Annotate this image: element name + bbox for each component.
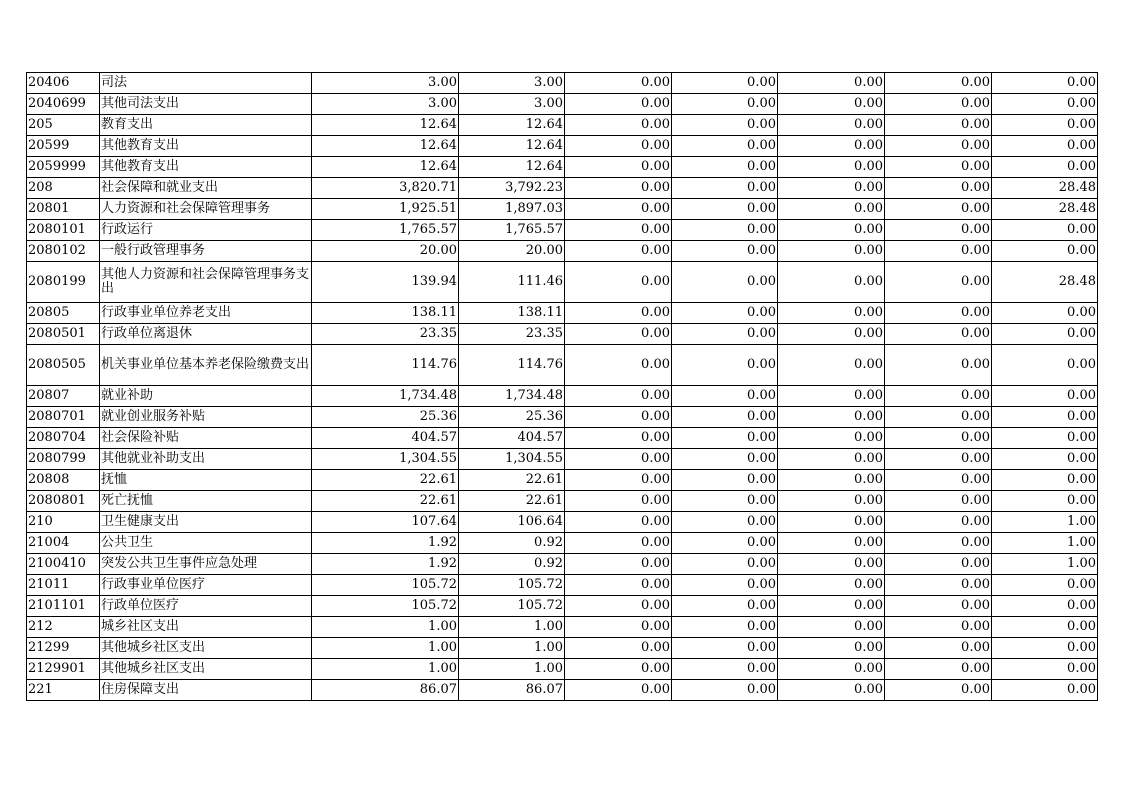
- row-value-cell: 0.00: [885, 94, 992, 115]
- row-name-cell: 司法: [100, 73, 312, 94]
- row-value-cell: 0.00: [565, 345, 672, 386]
- row-value-cell: 0.00: [672, 491, 778, 512]
- table-row: [27, 596, 1098, 617]
- row-value-cell: 0.00: [992, 470, 1098, 491]
- row-value-cell: 0.00: [778, 115, 885, 136]
- row-name-cell: 机关事业单位基本养老保险缴费支出: [100, 345, 312, 386]
- row-value-cell: 12.64: [459, 136, 565, 157]
- row-name-cell: 城乡社区支出: [100, 617, 312, 638]
- row-value-cell: 105.72: [459, 575, 565, 596]
- row-value-cell: 0.00: [565, 115, 672, 136]
- row-value-cell: 0.00: [672, 94, 778, 115]
- row-name-cell: 就业创业服务补贴: [100, 407, 312, 428]
- row-value-cell: 0.00: [885, 659, 992, 680]
- row-value-cell: 0.00: [778, 575, 885, 596]
- row-code-cell: 20406: [27, 73, 100, 94]
- budget-table: [26, 72, 1098, 701]
- table-row: [27, 303, 1098, 324]
- row-value-cell: 0.00: [778, 470, 885, 491]
- table-row: [27, 157, 1098, 178]
- row-code-cell: 205: [27, 115, 100, 136]
- row-value-cell: 0.00: [992, 303, 1098, 324]
- table-row: [27, 386, 1098, 407]
- row-value-cell: 1,765.57: [312, 220, 459, 241]
- row-value-cell: 0.00: [778, 303, 885, 324]
- row-value-cell: 1.00: [459, 617, 565, 638]
- row-value-cell: 0.00: [565, 178, 672, 199]
- row-code-cell: 2080199: [27, 262, 100, 303]
- row-value-cell: 139.94: [312, 262, 459, 303]
- row-value-cell: 0.00: [885, 220, 992, 241]
- row-code-cell: 20805: [27, 303, 100, 324]
- row-value-cell: 0.00: [672, 136, 778, 157]
- row-value-cell: 0.00: [672, 638, 778, 659]
- row-value-cell: 0.00: [672, 680, 778, 701]
- row-value-cell: 0.00: [565, 262, 672, 303]
- row-value-cell: 0.00: [992, 575, 1098, 596]
- row-code-cell: 2080101: [27, 220, 100, 241]
- row-code-cell: 2080801: [27, 491, 100, 512]
- row-name-cell: 抚恤: [100, 470, 312, 491]
- row-value-cell: 1,304.55: [312, 449, 459, 470]
- row-value-cell: 1.92: [312, 554, 459, 575]
- row-value-cell: 0.00: [778, 554, 885, 575]
- row-value-cell: 0.00: [672, 73, 778, 94]
- row-value-cell: 0.00: [672, 617, 778, 638]
- row-value-cell: 0.00: [885, 324, 992, 345]
- row-name-cell: 人力资源和社会保障管理事务: [100, 199, 312, 220]
- row-value-cell: 0.00: [885, 407, 992, 428]
- table-row: [27, 659, 1098, 680]
- row-value-cell: 0.00: [992, 94, 1098, 115]
- row-value-cell: 22.61: [312, 491, 459, 512]
- row-value-cell: 0.00: [565, 512, 672, 533]
- row-value-cell: 0.00: [992, 73, 1098, 94]
- row-value-cell: 1,925.51: [312, 199, 459, 220]
- row-name-cell: 行政事业单位养老支出: [100, 303, 312, 324]
- row-value-cell: 0.00: [778, 428, 885, 449]
- row-value-cell: 1.00: [459, 638, 565, 659]
- row-value-cell: 0.00: [565, 575, 672, 596]
- row-value-cell: 3.00: [459, 73, 565, 94]
- row-value-cell: 0.00: [778, 73, 885, 94]
- row-value-cell: 138.11: [312, 303, 459, 324]
- row-name-cell: 其他人力资源和社会保障管理事务支出: [100, 262, 312, 303]
- row-name-cell: 死亡抚恤: [100, 491, 312, 512]
- row-code-cell: 2080501: [27, 324, 100, 345]
- row-value-cell: 0.00: [565, 199, 672, 220]
- row-value-cell: 0.00: [885, 199, 992, 220]
- table-row: [27, 617, 1098, 638]
- row-value-cell: 0.00: [565, 324, 672, 345]
- row-value-cell: 12.64: [312, 157, 459, 178]
- row-value-cell: 1.00: [992, 554, 1098, 575]
- row-value-cell: 0.00: [778, 680, 885, 701]
- row-value-cell: 0.00: [672, 470, 778, 491]
- row-code-cell: 2040699: [27, 94, 100, 115]
- row-value-cell: 0.00: [992, 386, 1098, 407]
- row-value-cell: 0.00: [672, 345, 778, 386]
- row-value-cell: 0.00: [885, 73, 992, 94]
- table-row: [27, 262, 1098, 303]
- row-value-cell: 0.00: [565, 596, 672, 617]
- row-code-cell: 208: [27, 178, 100, 199]
- row-value-cell: 0.00: [778, 533, 885, 554]
- row-value-cell: 0.00: [672, 324, 778, 345]
- row-value-cell: 404.57: [459, 428, 565, 449]
- row-name-cell: 行政运行: [100, 220, 312, 241]
- table-row: [27, 638, 1098, 659]
- row-value-cell: 3,792.23: [459, 178, 565, 199]
- row-name-cell: 其他城乡社区支出: [100, 659, 312, 680]
- row-value-cell: 0.00: [992, 241, 1098, 262]
- row-value-cell: 0.00: [672, 575, 778, 596]
- table-row: [27, 94, 1098, 115]
- table-row: [27, 575, 1098, 596]
- row-value-cell: 0.00: [672, 407, 778, 428]
- row-value-cell: 22.61: [459, 491, 565, 512]
- row-value-cell: 1.00: [459, 659, 565, 680]
- row-value-cell: 0.00: [672, 533, 778, 554]
- row-value-cell: 0.00: [565, 638, 672, 659]
- row-code-cell: 2080799: [27, 449, 100, 470]
- row-value-cell: 0.00: [672, 241, 778, 262]
- row-value-cell: 0.00: [992, 345, 1098, 386]
- row-code-cell: 21011: [27, 575, 100, 596]
- row-value-cell: 0.00: [885, 638, 992, 659]
- row-value-cell: 1.92: [312, 533, 459, 554]
- row-value-cell: 0.00: [565, 491, 672, 512]
- row-value-cell: 25.36: [459, 407, 565, 428]
- row-value-cell: 0.00: [672, 554, 778, 575]
- row-code-cell: 2129901: [27, 659, 100, 680]
- row-code-cell: 210: [27, 512, 100, 533]
- row-value-cell: 0.00: [885, 680, 992, 701]
- row-value-cell: 105.72: [459, 596, 565, 617]
- row-name-cell: 突发公共卫生事件应急处理: [100, 554, 312, 575]
- row-value-cell: 0.00: [885, 157, 992, 178]
- row-value-cell: 0.00: [885, 115, 992, 136]
- row-value-cell: 23.35: [312, 324, 459, 345]
- row-value-cell: 0.00: [885, 262, 992, 303]
- row-code-cell: 20801: [27, 199, 100, 220]
- row-name-cell: 其他城乡社区支出: [100, 638, 312, 659]
- row-value-cell: 0.00: [565, 533, 672, 554]
- table-row: [27, 512, 1098, 533]
- row-value-cell: 0.00: [992, 324, 1098, 345]
- table-row: [27, 533, 1098, 554]
- row-value-cell: 105.72: [312, 596, 459, 617]
- row-value-cell: 20.00: [459, 241, 565, 262]
- row-value-cell: 12.64: [459, 157, 565, 178]
- row-value-cell: 0.00: [778, 659, 885, 680]
- row-value-cell: 114.76: [312, 345, 459, 386]
- row-code-cell: 2080505: [27, 345, 100, 386]
- row-value-cell: 404.57: [312, 428, 459, 449]
- row-value-cell: 0.00: [885, 449, 992, 470]
- row-value-cell: 0.00: [565, 220, 672, 241]
- row-value-cell: 86.07: [312, 680, 459, 701]
- row-name-cell: 卫生健康支出: [100, 512, 312, 533]
- row-value-cell: 0.00: [885, 554, 992, 575]
- row-value-cell: 0.00: [778, 241, 885, 262]
- row-value-cell: 12.64: [312, 136, 459, 157]
- table-row: [27, 324, 1098, 345]
- row-value-cell: 0.00: [672, 449, 778, 470]
- row-value-cell: 0.00: [885, 617, 992, 638]
- row-value-cell: 111.46: [459, 262, 565, 303]
- row-value-cell: 105.72: [312, 575, 459, 596]
- row-value-cell: 138.11: [459, 303, 565, 324]
- row-name-cell: 住房保障支出: [100, 680, 312, 701]
- row-value-cell: 23.35: [459, 324, 565, 345]
- row-value-cell: 1,765.57: [459, 220, 565, 241]
- row-value-cell: 0.00: [992, 596, 1098, 617]
- row-value-cell: 28.48: [992, 262, 1098, 303]
- row-value-cell: 0.92: [459, 554, 565, 575]
- row-name-cell: 就业补助: [100, 386, 312, 407]
- row-value-cell: 1.00: [992, 512, 1098, 533]
- row-value-cell: 0.00: [565, 470, 672, 491]
- row-value-cell: 0.00: [565, 303, 672, 324]
- row-value-cell: 1.00: [312, 659, 459, 680]
- row-value-cell: 0.00: [778, 617, 885, 638]
- row-code-cell: 221: [27, 680, 100, 701]
- table-row: [27, 680, 1098, 701]
- row-value-cell: 0.00: [565, 428, 672, 449]
- row-value-cell: 0.00: [885, 491, 992, 512]
- row-code-cell: 2080704: [27, 428, 100, 449]
- row-name-cell: 行政事业单位医疗: [100, 575, 312, 596]
- row-value-cell: 3.00: [312, 73, 459, 94]
- row-value-cell: 0.00: [565, 680, 672, 701]
- row-value-cell: 0.92: [459, 533, 565, 554]
- row-value-cell: 1,304.55: [459, 449, 565, 470]
- row-value-cell: 0.00: [885, 178, 992, 199]
- table-row: [27, 407, 1098, 428]
- row-value-cell: 12.64: [459, 115, 565, 136]
- row-value-cell: 0.00: [672, 199, 778, 220]
- row-value-cell: 0.00: [992, 680, 1098, 701]
- row-value-cell: 0.00: [885, 241, 992, 262]
- row-name-cell: 其他教育支出: [100, 157, 312, 178]
- row-value-cell: 3,820.71: [312, 178, 459, 199]
- row-value-cell: 1.00: [992, 533, 1098, 554]
- row-value-cell: 0.00: [885, 470, 992, 491]
- table-row: [27, 199, 1098, 220]
- row-value-cell: 0.00: [778, 178, 885, 199]
- row-value-cell: 0.00: [992, 659, 1098, 680]
- row-name-cell: 其他教育支出: [100, 136, 312, 157]
- row-value-cell: 0.00: [992, 638, 1098, 659]
- row-name-cell: 公共卫生: [100, 533, 312, 554]
- row-value-cell: 0.00: [672, 220, 778, 241]
- row-value-cell: 0.00: [778, 262, 885, 303]
- row-value-cell: 0.00: [885, 136, 992, 157]
- row-name-cell: 一般行政管理事务: [100, 241, 312, 262]
- row-value-cell: 0.00: [992, 617, 1098, 638]
- row-value-cell: 0.00: [992, 407, 1098, 428]
- row-code-cell: 2059999: [27, 157, 100, 178]
- row-value-cell: 3.00: [459, 94, 565, 115]
- row-name-cell: 行政单位离退休: [100, 324, 312, 345]
- row-code-cell: 2080102: [27, 241, 100, 262]
- row-value-cell: 0.00: [565, 659, 672, 680]
- row-value-cell: 22.61: [459, 470, 565, 491]
- row-code-cell: 20599: [27, 136, 100, 157]
- row-name-cell: 教育支出: [100, 115, 312, 136]
- row-name-cell: 行政单位医疗: [100, 596, 312, 617]
- row-value-cell: 22.61: [312, 470, 459, 491]
- row-value-cell: 0.00: [885, 428, 992, 449]
- row-value-cell: 0.00: [778, 638, 885, 659]
- row-code-cell: 212: [27, 617, 100, 638]
- row-code-cell: 20807: [27, 386, 100, 407]
- table-row: [27, 178, 1098, 199]
- row-value-cell: 0.00: [672, 178, 778, 199]
- row-value-cell: 0.00: [778, 596, 885, 617]
- row-value-cell: 0.00: [885, 386, 992, 407]
- row-value-cell: 114.76: [459, 345, 565, 386]
- row-value-cell: 0.00: [778, 491, 885, 512]
- row-value-cell: 0.00: [778, 94, 885, 115]
- row-value-cell: 1.00: [312, 617, 459, 638]
- row-value-cell: 0.00: [885, 303, 992, 324]
- row-value-cell: 1,897.03: [459, 199, 565, 220]
- row-name-cell: 社会保险补贴: [100, 428, 312, 449]
- row-code-cell: 21004: [27, 533, 100, 554]
- table-row: [27, 470, 1098, 491]
- row-value-cell: 0.00: [672, 115, 778, 136]
- row-value-cell: 0.00: [885, 575, 992, 596]
- row-value-cell: 0.00: [778, 324, 885, 345]
- row-value-cell: 106.64: [459, 512, 565, 533]
- row-value-cell: 12.64: [312, 115, 459, 136]
- row-value-cell: 0.00: [885, 512, 992, 533]
- table-row: [27, 428, 1098, 449]
- row-value-cell: 0.00: [778, 345, 885, 386]
- row-value-cell: 3.00: [312, 94, 459, 115]
- row-value-cell: 0.00: [565, 94, 672, 115]
- row-code-cell: 2080701: [27, 407, 100, 428]
- table-row: [27, 491, 1098, 512]
- row-value-cell: 0.00: [885, 533, 992, 554]
- row-value-cell: 0.00: [672, 157, 778, 178]
- row-name-cell: 其他就业补助支出: [100, 449, 312, 470]
- table-row: [27, 136, 1098, 157]
- row-value-cell: 0.00: [778, 386, 885, 407]
- row-value-cell: 0.00: [778, 512, 885, 533]
- row-value-cell: 0.00: [565, 136, 672, 157]
- row-value-cell: 0.00: [672, 428, 778, 449]
- row-value-cell: 0.00: [778, 157, 885, 178]
- row-value-cell: 1,734.48: [459, 386, 565, 407]
- row-value-cell: 0.00: [565, 73, 672, 94]
- budget-table-body: [27, 73, 1098, 701]
- row-value-cell: 0.00: [992, 136, 1098, 157]
- row-code-cell: 2101101: [27, 596, 100, 617]
- row-value-cell: 0.00: [992, 428, 1098, 449]
- row-value-cell: 0.00: [565, 157, 672, 178]
- row-value-cell: 0.00: [992, 491, 1098, 512]
- row-value-cell: 0.00: [672, 262, 778, 303]
- row-value-cell: 20.00: [312, 241, 459, 262]
- row-value-cell: 0.00: [565, 449, 672, 470]
- row-value-cell: 0.00: [672, 512, 778, 533]
- row-value-cell: 0.00: [778, 136, 885, 157]
- row-value-cell: 0.00: [565, 407, 672, 428]
- row-value-cell: 0.00: [565, 386, 672, 407]
- row-name-cell: 社会保障和就业支出: [100, 178, 312, 199]
- table-row: [27, 345, 1098, 386]
- row-value-cell: 28.48: [992, 178, 1098, 199]
- row-value-cell: 0.00: [778, 449, 885, 470]
- table-row: [27, 554, 1098, 575]
- table-row: [27, 115, 1098, 136]
- row-code-cell: 2100410: [27, 554, 100, 575]
- row-value-cell: 0.00: [885, 596, 992, 617]
- row-code-cell: 21299: [27, 638, 100, 659]
- table-row: [27, 220, 1098, 241]
- row-value-cell: 0.00: [885, 345, 992, 386]
- row-value-cell: 107.64: [312, 512, 459, 533]
- row-value-cell: 0.00: [778, 199, 885, 220]
- row-value-cell: 0.00: [565, 554, 672, 575]
- row-value-cell: 0.00: [672, 386, 778, 407]
- row-value-cell: 0.00: [565, 617, 672, 638]
- row-value-cell: 0.00: [565, 241, 672, 262]
- row-value-cell: 25.36: [312, 407, 459, 428]
- row-name-cell: 其他司法支出: [100, 94, 312, 115]
- row-value-cell: 0.00: [778, 220, 885, 241]
- row-value-cell: 1.00: [312, 638, 459, 659]
- table-row: [27, 73, 1098, 94]
- row-value-cell: 0.00: [672, 596, 778, 617]
- table-row: [27, 241, 1098, 262]
- row-value-cell: 0.00: [992, 115, 1098, 136]
- row-value-cell: 0.00: [672, 659, 778, 680]
- row-value-cell: 0.00: [778, 407, 885, 428]
- row-value-cell: 1,734.48: [312, 386, 459, 407]
- row-value-cell: 28.48: [992, 199, 1098, 220]
- row-code-cell: 20808: [27, 470, 100, 491]
- row-value-cell: 0.00: [672, 303, 778, 324]
- row-value-cell: 0.00: [992, 157, 1098, 178]
- row-value-cell: 0.00: [992, 449, 1098, 470]
- row-value-cell: 86.07: [459, 680, 565, 701]
- row-value-cell: 0.00: [992, 220, 1098, 241]
- table-row: [27, 449, 1098, 470]
